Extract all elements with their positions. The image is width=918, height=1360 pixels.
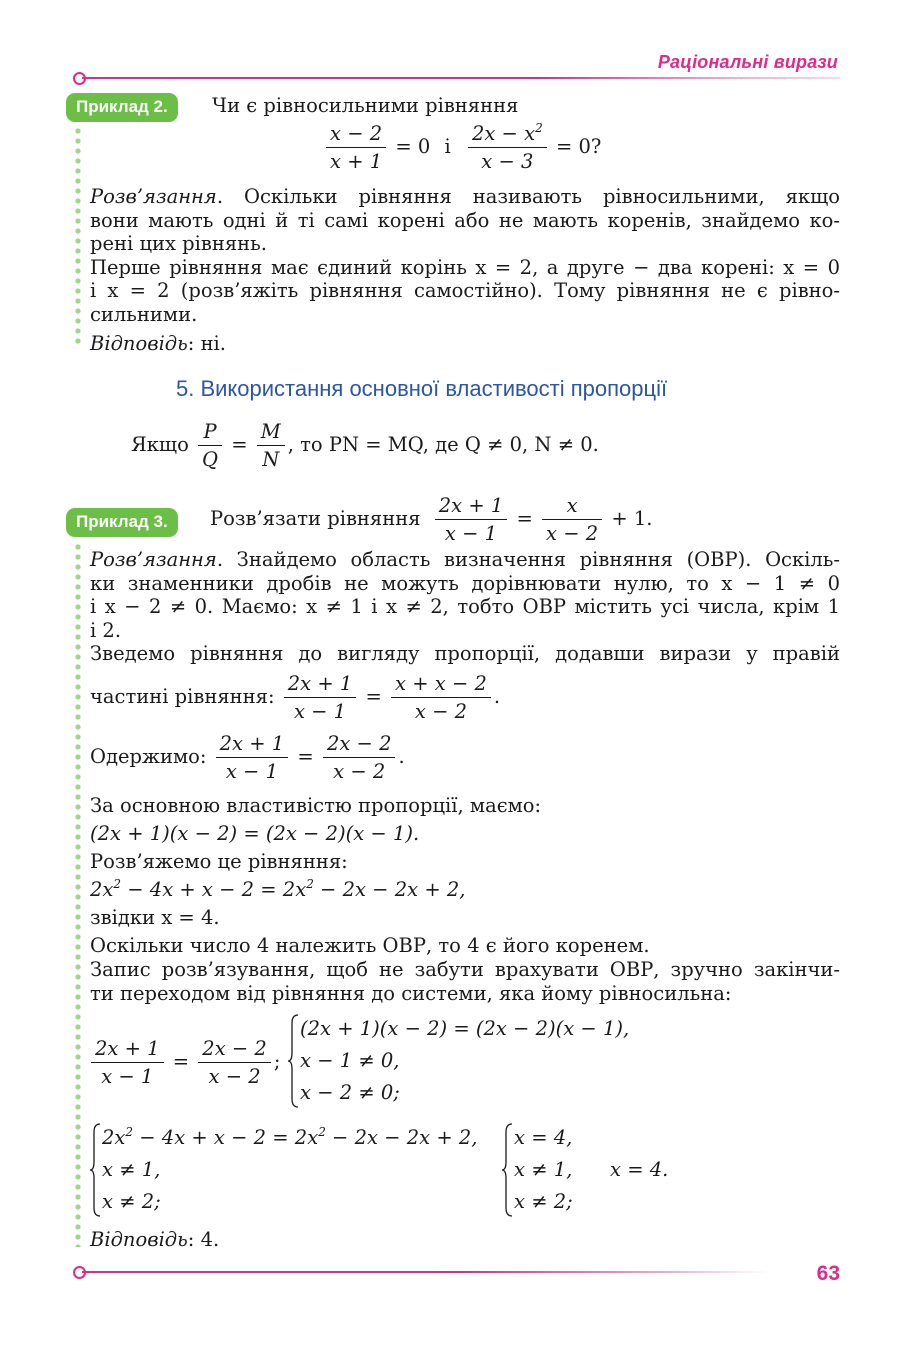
example-2-solution: Розв’язання. Оскільки рівняння називають рівносильними, якщо вони мають одні й ті самі корені або не мають коренів, знайдемо ко- рені цих рівнянь. Перше рівняння має єдиний корінь x = 2, а друге − два корені: x = 0 і x = 2 (розв’яжіть рівняння самостійно). Тому рівняння не є рівно- сильними. Відповідь: ні. bbox=[90, 185, 840, 355]
solution-label: Розв’язання bbox=[90, 548, 217, 571]
fraction: $\frac{x + x - 2}{x - 2}$ bbox=[391, 670, 491, 725]
solution-line: Перше рівняння має єдиний корінь x = 2, а друге − два корені: x = 0 bbox=[90, 255, 840, 279]
running-header: Раціональні вирази bbox=[657, 52, 838, 72]
solution-line: звідки x = 4. bbox=[90, 906, 220, 929]
solution-line: і 2. bbox=[90, 618, 122, 642]
final-result: x = 4. bbox=[610, 1158, 669, 1181]
system-brace bbox=[90, 1122, 102, 1218]
fraction: $\frac{2x + 1}{x - 1}$ bbox=[216, 730, 289, 785]
fraction: $\frac{2x + 1}{x - 1}$ bbox=[284, 670, 357, 725]
answer-label: Відповідь bbox=[90, 1228, 188, 1251]
solution-line: і x − 2 ≠ 0. Маємо: x ≠ 1 і x ≠ 2, тобто ОВР містить усі числа, крім 1 bbox=[90, 595, 840, 618]
example-3-answer bbox=[90, 1228, 219, 1251]
header-rule bbox=[82, 77, 840, 79]
footer-rule bbox=[82, 1271, 768, 1273]
fraction: $\frac{x}{x - 2}$ bbox=[542, 492, 602, 547]
proportion-rule: Якщо $\frac{P}{Q}$ = $\frac{M}{N}$ , то PN = MQ, де Q ≠ 0, N ≠ 0. bbox=[131, 420, 599, 471]
solution-line: За основною властивістю пропорції, маємо: bbox=[90, 794, 542, 817]
system-row: x ≠ 1, bbox=[514, 1158, 573, 1181]
example-3-solution-part2 bbox=[90, 792, 840, 932]
solution-line: і x = 2 (розв’яжіть рівняння самостійно). Тому рівняння не є рівно- bbox=[90, 279, 840, 302]
answer-value: : ні. bbox=[187, 332, 226, 355]
system-brace bbox=[288, 1013, 300, 1109]
example-3-solution-part3 bbox=[90, 934, 840, 1006]
system-row: x − 1 ≠ 0, bbox=[300, 1049, 400, 1072]
example-3-solution-part1: Розв’язання. Знайдемо область визначення рівняння (ОВР). Оскіль- ки знаменники дробів не можуть дорівнювати нулю, то x − 1 ≠ 0 і x − 2 ≠ 0. Маємо: x ≠ 1 і x ≠ 2, тобто ОВР містить усі числа, крім 1 і 2. Зведемо рівняння до вигляду пропорції, додавши вирази у правій bbox=[90, 548, 840, 665]
solution-line: Розв’яжемо це рівняння: bbox=[90, 850, 348, 873]
fraction: $\frac{2x - 2}{x - 2}$ bbox=[323, 730, 396, 785]
solution-label: Розв’язання bbox=[90, 185, 217, 208]
system-row: $2x^2 - 4x + x - 2 = 2x^2 - 2x - 2x + 2$, bbox=[102, 1125, 478, 1149]
fraction: $\frac{2x - x^2}{x - 3}$ bbox=[468, 120, 547, 175]
system-row: x = 4, bbox=[514, 1126, 573, 1149]
equation-line: (2x + 1)(x − 2) = (2x − 2)(x − 1). bbox=[90, 822, 420, 845]
example-2-dot-rail bbox=[75, 126, 81, 348]
proportion-step-1: частині рівняння: $\frac{2x + 1}{x - 1}$ = $\frac{x + x - 2}{x - 2}$ . bbox=[90, 672, 501, 723]
example-3-dot-rail bbox=[75, 542, 81, 1247]
solution-line: Оскільки число 4 належить ОВР, то 4 є його коренем. bbox=[90, 934, 650, 957]
fraction: $\frac{2x + 1}{x - 1}$ bbox=[435, 492, 508, 547]
example-3-badge: Приклад 3. bbox=[66, 508, 178, 537]
fraction: $\frac{M}{N}$ bbox=[257, 418, 285, 473]
system-row: (2x + 1)(x − 2) = (2x − 2)(x − 1), bbox=[300, 1017, 630, 1040]
fraction: $\frac{2x - 2}{x - 2}$ bbox=[198, 1035, 271, 1090]
example-3-task: Розв’язати рівняння $\frac{2x + 1}{x - 1}$ = $\frac{x}{x - 2}$ + 1. bbox=[210, 494, 653, 545]
solution-line: рені цих рівнянь. bbox=[90, 232, 267, 255]
solution-line: Зведемо рівняння до вигляду пропорції, додавши вирази у правій bbox=[90, 642, 840, 665]
example-2-equations: $\frac{x - 2}{x + 1}$ = 0 і $\frac{2x - x^2}{x - 3}$ = 0? bbox=[323, 120, 601, 175]
solution-line: ки знаменники дробів не можуть дорівнювати нулю, то x − 1 ≠ 0 bbox=[90, 571, 840, 595]
system-lhs-fraction: $\frac{2x + 1}{x - 1}$ = $\frac{2x - 2}{x - 2}$ ; bbox=[88, 1035, 280, 1090]
fraction: $\frac{x - 2}{x + 1}$ bbox=[326, 120, 386, 175]
solution-line: ти переходом від рівняння до системи, яка йому рівносильна: bbox=[90, 982, 732, 1005]
system-brace bbox=[502, 1122, 514, 1218]
section-title: 5. Використання основної властивості пропорції bbox=[176, 376, 668, 401]
fraction: $\frac{2x + 1}{x - 1}$ bbox=[91, 1035, 164, 1090]
system-row: x ≠ 2; bbox=[514, 1190, 573, 1213]
example-2-badge: Приклад 2. bbox=[66, 93, 178, 122]
proportion-step-2: Одержимо: $\frac{2x + 1}{x - 1}$ = $\frac{2x - 2}{x - 2}$ . bbox=[90, 732, 405, 783]
example-2-question: Чи є рівносильними рівняння bbox=[212, 94, 519, 117]
system-b bbox=[90, 1122, 510, 1218]
system-row: x ≠ 1, bbox=[102, 1158, 161, 1181]
solution-line: сильними. bbox=[90, 302, 198, 326]
answer-value: : 4. bbox=[187, 1228, 220, 1251]
solution-line: вони мають одні й ті самі корені або не мають коренів, знайдемо ко- bbox=[90, 208, 840, 232]
fraction: $\frac{P}{Q}$ bbox=[198, 418, 222, 473]
system-row: x ≠ 2; bbox=[102, 1190, 161, 1213]
system-row: x − 2 ≠ 0; bbox=[300, 1081, 400, 1104]
equation-line: $2x^2 - 4x + x - 2 = 2x^2 - 2x - 2x + 2$, bbox=[90, 877, 466, 901]
page-number: 63 bbox=[816, 1262, 840, 1285]
solution-line: Запис розв’язування, щоб не забути врахувати ОВР, зручно закінчи- bbox=[90, 958, 840, 981]
system-a bbox=[288, 1013, 648, 1109]
system-c bbox=[502, 1122, 602, 1218]
answer-label: Відповідь bbox=[90, 332, 188, 355]
